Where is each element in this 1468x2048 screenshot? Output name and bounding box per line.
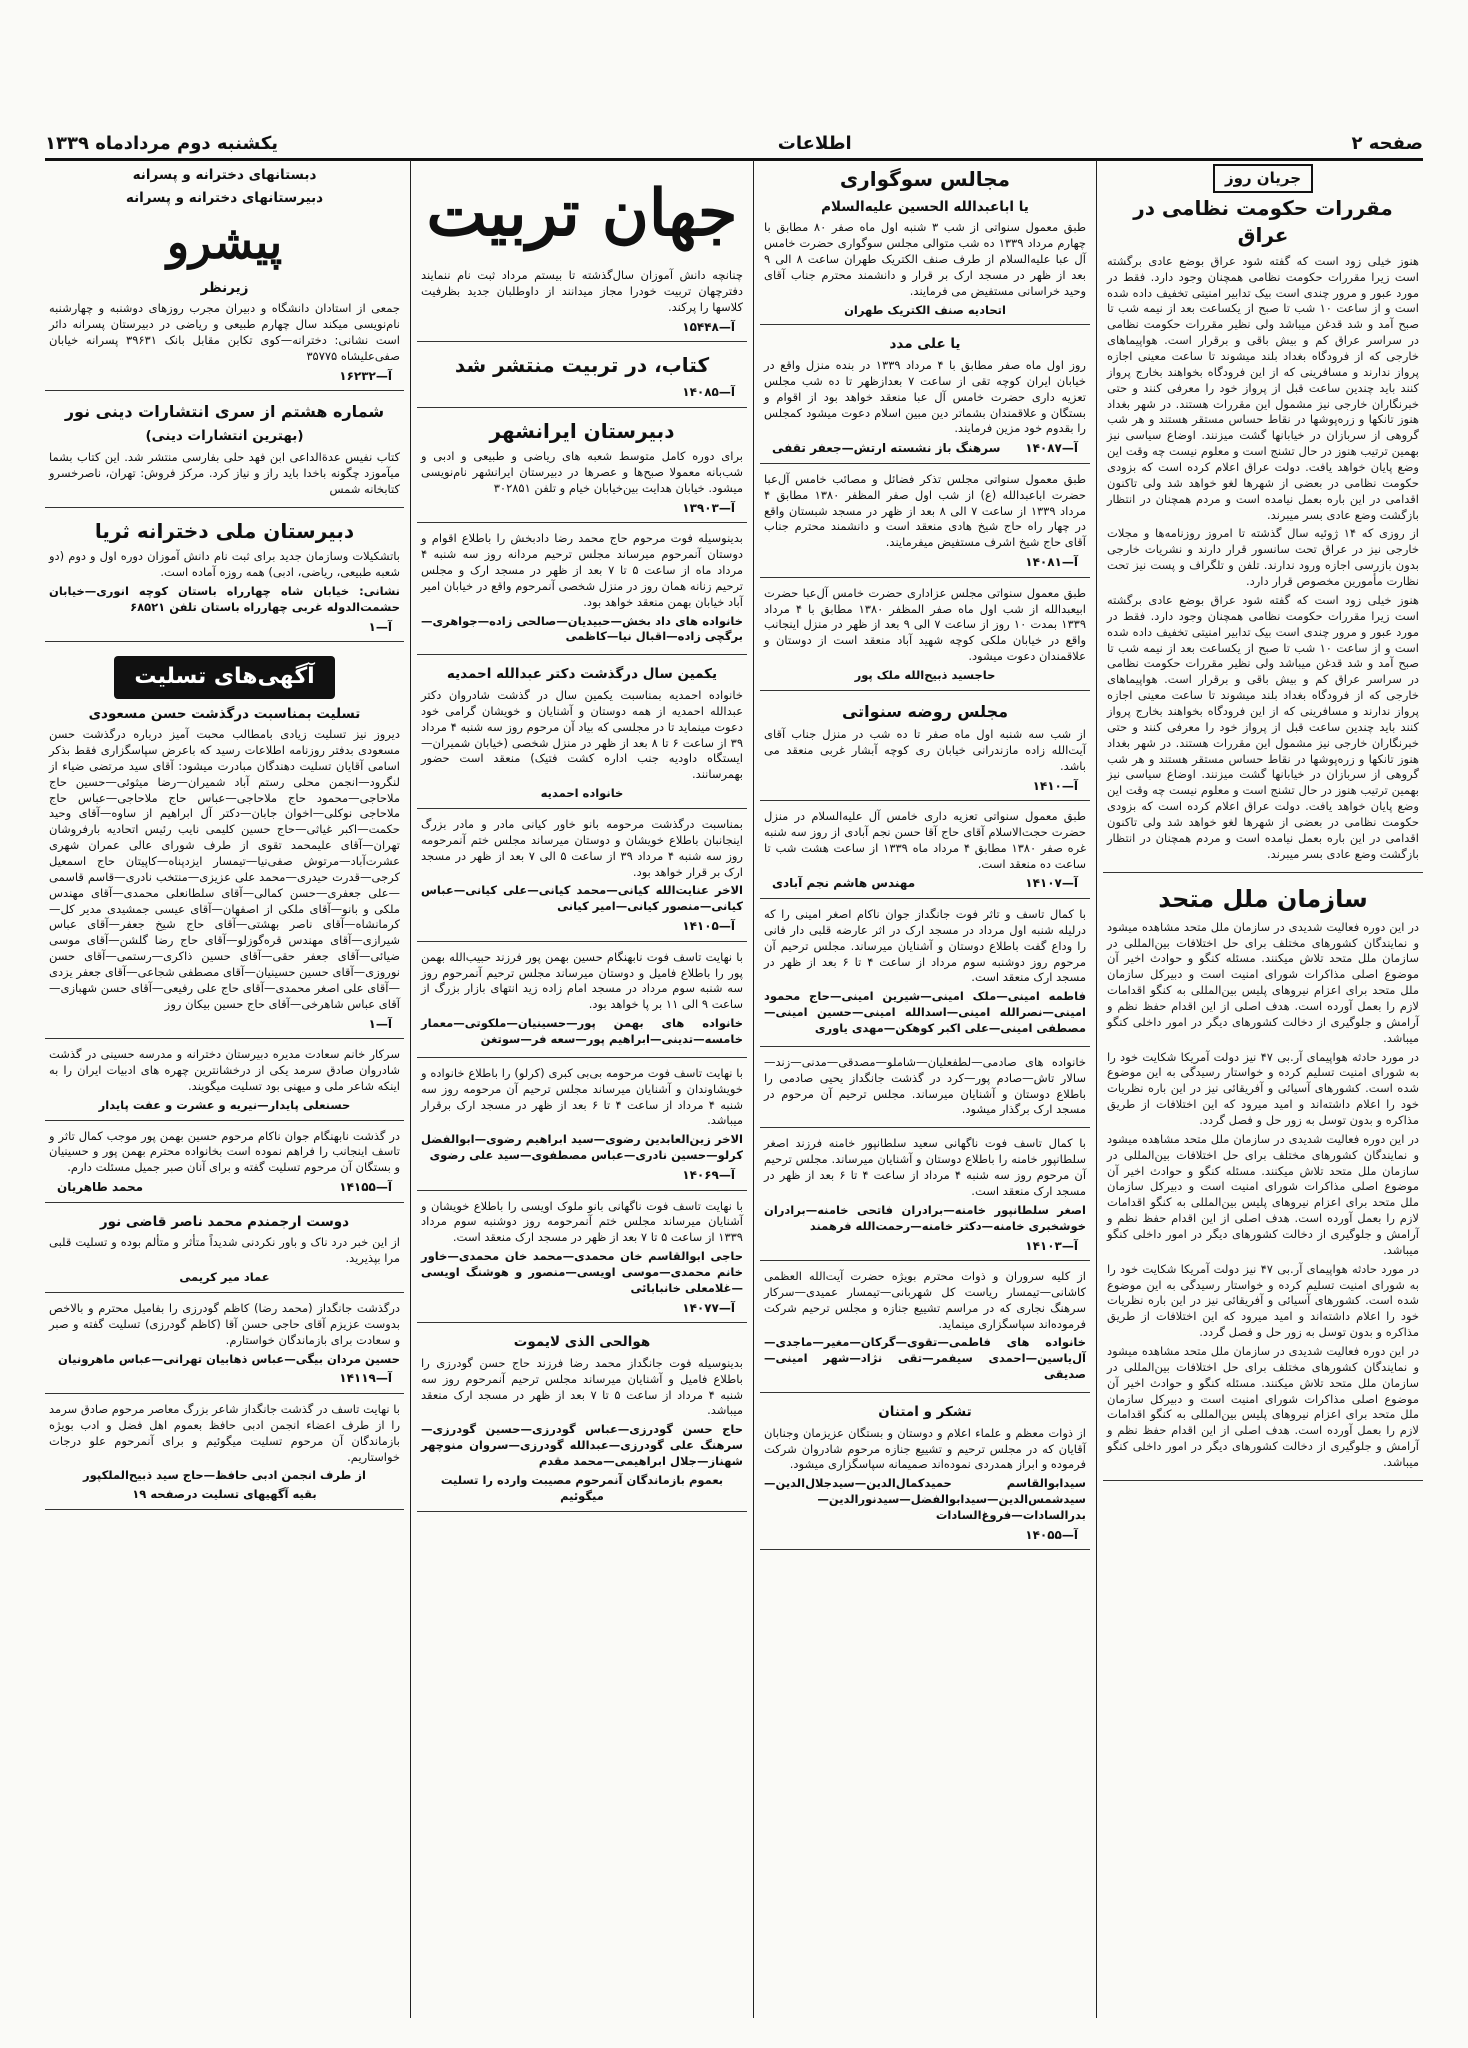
- article-title: سازمان ملل متحد: [1158, 884, 1368, 913]
- ad-code: آ—۱۴۰۶۹: [682, 1167, 735, 1182]
- article-body: از روزی که ۱۴ ژوئیه سال گذشته تا امروز روزنامه‌ها و مجلات خارجی نیز در عراق تحت سانسور قرار دارند و نشریات خارجی بدون بازرسی اجازه ورود ندارند. تلفن و تلگراف و پست نیز تحت نظارت مأمورین مخصوص قرار دارد.: [1107, 526, 1419, 589]
- ad-code: آ—۱: [368, 619, 392, 634]
- notice-bahmanpour: [417, 946, 747, 1058]
- notice-body: با نهایت تاسف فوت مرحومه بی‌بی کبری (کرلو) را باطلاع خانواده و خویشاوندان و آشنایان میرساند مجلس ترحیم آن مرحومه روز سه شنبه ۴ مرداد از ساعت ۴ تا ۶ بعد از ظهر در مسجد ارک برقرار میباشد.: [421, 1065, 743, 1128]
- notice-signature: از طرف انجمن ادبی حافظ—حاج سید ذبیح‌الملکپور: [83, 1468, 366, 1483]
- ad-title: دبیرستان ملی دخترانه ثریا: [94, 518, 355, 543]
- ad-body: برای دوره کامل متوسط شعبه های ریاضی و طبیعی و ادبی و شب‌بانه معمولا صبح‌ها و عصرها در دبیرستان ایرانشهر نام‌نویسی میشود. خیابان هدایت بین‌خیابان خیام و تلفن ۳۰۲۸۵۱: [421, 449, 743, 495]
- column-ads: [45, 160, 404, 2018]
- ad-code: آ—۱: [368, 1016, 392, 1031]
- notice-body: از کلیه سروران و ذوات محترم بویژه حضرت آیت‌الله العظمی کاشانی—تیمسار ریاست کل شهربانی—تیمسار عمیدی—سرکار سرهنگ نجاری که در مراسم تشییع جنازه و مجلس ترحیم شرکت فرموده‌اند سپاسگزاری مینماید.: [764, 1269, 1086, 1331]
- notice-title: هوالحی الذی لایموت: [513, 1334, 651, 1351]
- notice-title: یکمین سال درگذشت دکتر عبدالله احمدیه: [446, 666, 718, 683]
- ad-body: باتشکیلات وسازمان جدید برای ثبت نام دانش آموزان دوره اول و دوم (دو شعبه طبیعی، ریاضی، ادبی) همه روزه آماده است.: [49, 549, 400, 580]
- notice-body: بدینوسیله فوت جانگداز محمد رضا فرزند حاج حسن گودرزی را باطلاع فامیل و آشنایان میرساند مجلس ترحیم آنمرحوم روز سه شنبه ۴ مرداد از ساعت ۵ تا ۷ بعد از ظهر در مسجد ارک منعقد میباشد.: [421, 1355, 744, 1418]
- notice-family: خانواده های فاطمی—تقوی—گرکان—مغیر—ماجدی—آل‌یاسین—احمدی سیفمر—تقی نژاد—شهر امینی—صدیقی: [764, 1335, 1086, 1382]
- notice-body: در گذشت نابهنگام جوان ناکام مرحوم حسین بهمن پور موجب کمال تاثر و تاسف اینجانب را فراهم نموده است بخانواده محترم بهمن پور و حسینیان و بستگان آن مرحوم تسلیت گفته و برای آنان صبر جمیل مسئلت دارم.: [49, 1128, 400, 1175]
- column-education: [417, 160, 747, 2018]
- ad-code: آ—۱۳۹۰۳: [682, 500, 735, 515]
- condolence-goudarzi: [45, 1297, 404, 1394]
- notice-mourning-1: [760, 160, 1090, 325]
- notice-body: با نهایت تاسف در گذشت جانگداز شاعر بزرگ معاصر مرحوم صادق سرمد را از طرف اعضاء انجمن ادبی حافظ بعموم اهل فضل و ادب بویژه بازماندگان آن مرحوم تسلیت میگوئیم و برای آنمرحوم علو درجات خواستاریم.: [49, 1401, 400, 1464]
- notice-karlu: [417, 1062, 747, 1191]
- ad-heading: دبیرستانهای دخترانه و پسرانه: [125, 189, 324, 206]
- notice-goudarzi: [417, 1327, 747, 1511]
- notice-title: دوست ارجمندم محمد ناصر قاضی نور: [99, 1213, 350, 1230]
- notice-rowzeh: [760, 695, 1090, 801]
- condolence-sarmad: [45, 1043, 404, 1120]
- notice-signature: سرهنگ باز نشسته ارتش—جعفر تقفی: [772, 441, 1001, 456]
- notice-body: با کمال تاسف فوت ناگهانی سعید سلطانپور خامنه فرزند اصغر سلطانپور خامنه را باطلاع دوستان و آشنایان میرساند. مجلس ترحیم آن مرحوم روز سه شنبه ۴ مرداد از ساعت ۴ تا ۶ بعد از ظهر در مسجد ارک منعقد است.: [764, 1136, 1087, 1198]
- masthead: [45, 118, 1423, 161]
- notice-signature: مهندس هاشم نجم آبادی: [772, 876, 916, 891]
- notice-body: روز اول ماه صفر مطابق با ۴ مرداد ۱۳۳۹ در بنده منزل واقع در خیابان ایران کوچه تقی از ساعت ۷ بعدازظهر تا ده شب مجلس تعزیه داری حضرت خامس آل عبا منعقد خواهد بود از اقوام و بستگان و علاقمندان بشماتر دین مبین اسلام دعوت میشود کمجلس را بقدوم خود مزین فرمایند.: [764, 358, 1086, 436]
- ad-subtitle: زیرنظر: [200, 279, 249, 296]
- notice-thanks-1: [760, 1265, 1090, 1393]
- notice-najmabadi: [760, 805, 1090, 899]
- notice-family: فاطمه امینی—ملک امینی—شیرین امینی—حاج محمود امینی—نصرالله امینی—اسدالله امینی—حسین امینی—مصطفی امینی—علی اکبر کوهکن—مهدی یاوری: [764, 989, 1086, 1036]
- ad-iranshahr: [417, 412, 747, 524]
- notice-family: حسین مردان بیگی—عباس ذهابیان تهرانی—عباس ماهرونیان: [58, 1351, 400, 1366]
- notice-family: اصغر سلطانپور خامنه—برادران فاتحی خامنه—برادران خوشخبری خامنه—دکتر خامنه—رحمت‌الله فرهمند: [764, 1202, 1086, 1233]
- notice-signature: خانواده احمدیه: [540, 786, 624, 801]
- notice-amini: [760, 903, 1090, 1047]
- notice-family: خانواده های داد بخش—حبیدیان—صالحی زاده—جواهری—برگچی زاده—اقبال نیا—کاظمی: [421, 613, 743, 644]
- notice-family: سیدابوالقاسم حمید‌کمال‌الدین—سیدجلال‌الدین—سیدشمس‌الدین—سید‌ابوالفضل—سیدنورالدین—بدرالسادات—فروغ‌السادات: [764, 1476, 1086, 1522]
- ad-title: دبیرستان ایرانشهر: [489, 418, 675, 443]
- ad-code: آ—۱۴۱۰۳: [1025, 1238, 1078, 1253]
- column-rule: [753, 160, 754, 2018]
- notice-title: تسلیت بمناسبت درگذشت حسن مسعودی: [88, 705, 361, 722]
- notice-family: حاجی ابوالقاسم خان محمدی—محمد خان محمدی—خاور خانم محمدی—موسی اویسی—منصور و هوشنگ اویسی—غلامعلی خانبابائی: [421, 1249, 743, 1295]
- ad-title: شماره هشتم از سری انتشارات دینی نور: [64, 402, 385, 422]
- notice-family: الاخر زین‌العابدین رضوی—سید ابراهیم رضوی—ابوالفضل کرلو—حسین نادری—عباس مصطفوی—سید علی رضوی: [421, 1132, 743, 1163]
- notice-body: با کمال تاسف و تاثر فوت جانگداز جوان ناکام اصغر امینی را که درلیله شنبه اول مرداد در مسجد ارک در اثر عارضه قلبی دار فانی را وداع گفت باطلاع دوستان و آشنایان میرساند. مجلس ترحیم آن مرحوم روز دوشنبه سوم مرداد از ساعت ۴ تا ۶ بعد از ظهر در مسجد ارک منعقد است.: [764, 907, 1086, 985]
- notice-body: طبق معمول سنواتی تعزیه داری خامس آل علیه‌السلام در منزل حضرت حجت‌الاسلام آقای حاج آقا حسن نجم آبادی از روز سه شنبه غره صفر ۱۳۸۰ مطابق ۴ مرداد ماه ۱۳۳۹ از ساعت هشت شب تا ساعت ده منعقد است.: [764, 809, 1087, 871]
- ad-heading: دبستانهای دخترانه و پسرانه: [132, 167, 317, 183]
- notice-signature: عماد میر کریمی: [179, 1270, 270, 1285]
- column-mourning: [760, 160, 1090, 2018]
- ad-code: آ—۱۴۰۵۵: [1025, 1527, 1078, 1542]
- notice-subtitle: یا علی مدد: [889, 336, 961, 353]
- ad-address: نشانی: خیابان شاه چهارراه باستان کوچه انوری—خیابان حشمت‌الدوله غربی چهارراه باستان تلفن ۶۸۵۲۱: [49, 583, 400, 614]
- ad-code: آ—۱۴۰۷۷: [682, 1300, 735, 1315]
- notice-sademi: [760, 1051, 1090, 1128]
- ad-code: آ—۱۴۰۸۷: [1025, 441, 1078, 456]
- issue-date: یکشنبه دوم مردادماه ۱۳۳۹: [45, 133, 279, 154]
- notice-body: طبق معمول سنواتی مجلس عزاداری حضرت خامس آل‌عبا حضرت ابیعبدالله از شب اول ماه صفر المظفر ۱۳۸۰ مطابق با ۴ مرداد ۱۳۳۹ بمدت ۱۰ روز از ساعت ۷ الی ۹ بعد از ظهر در منزل اینجانب واقع در خیابان ملکی کوچه شهید آباد منعقد است از دوستان و علاقمندان دعوت میشود.: [764, 585, 1087, 664]
- notice-soltanpour: [760, 1132, 1090, 1261]
- column-rule: [1096, 160, 1097, 2018]
- section-banner: آگهی‌های تسلیت: [114, 656, 334, 698]
- ad-subtitle: (بهترین انتشارات دینی): [145, 428, 304, 445]
- notice-signature: حاجسید ذبیح‌الله ملک پور: [854, 667, 996, 682]
- article-body: در این دوره فعالیت شدیدی در سازمان ملل متحد مشاهده میشود و نمایندگان کشورهای مختلف برای حل اختلافات بین‌المللی در سازمان ملل متحد تلاش میکنند. مسئله کنگو و حوادث اخیر آن موضوع اصلی مذاکرات شورای امنیت است و دبیرکل سازمان ملل متحد برای اعزام نیروهای پلیس بین‌المللی به کنگو اقدامات لازم را بعمل آورده است. هدف اصلی از این اقدام حفظ نظم و آرامش و جلوگیری از دخالت کشورهای دیگر در امور داخلی کنگو میباشد.: [1107, 919, 1419, 1045]
- notice-mourning-2: [760, 329, 1090, 463]
- notice-signature: حسنعلی پایدار—نیریه و عشرت و عفت پایدار: [98, 1097, 351, 1112]
- notice-body: با نهایت تاسف فوت ناگهانی بانو ملوک اویسی را باطلاع خویشان و آشنایان میرساند مجلس ختم آنمرحومه روز دوشنبه سوم مرداد ۱۳۳۹ از ساعت ۵ تا ۷ بعد از ظهر در مسجد ارک منعقد است.: [421, 1198, 743, 1245]
- section-title: مجالس سوگواری: [839, 167, 1011, 191]
- notice-body: سرکار خانم سعادت مدیره دبیرستان دخترانه و مدرسه حسینی در گذشت شادروان صادق سرمد یکی از درخشانترین چهره های ادبیات ایران ‌را به اینکه شاعر ملی و میهنی بود تسلیت میگویند.: [49, 1047, 400, 1093]
- notice-body: بمناسبت درگذشت مرحومه بانو خاور کیانی مادر و مادر بزرگ اینجانبان باطلاع خویشان و دوستان میرساند مجلس ختم آنمرحومه روز سه شنبه ۴ مرداد ۳۹ از ساعت ۵ الی ۷ بعد از ظهر در مسجد ارک بر قرار خواهد بود.: [421, 816, 743, 879]
- newspaper-name: اطلاعات: [777, 133, 852, 154]
- ad-code: آ—۱۴۱۰: [1032, 778, 1078, 793]
- article-body: در مورد حادثه هواپیمای آر.بی ۴۷ نیز دولت آمریکا شکایت خود را به شورای امنیت تسلیم کرده و خواستار رسیدگی به این موضوع شده است. کشورهای آسیائی و آفریقائی نیز در این باره نظریات خود را اعلام داشته‌اند و امید میرود که این اختلافات از طریق مذاکره و بدون توسل به زور حل و فصل گردد.: [1107, 1049, 1419, 1127]
- ad-code: آ—۱۴۱۰۷: [1025, 876, 1078, 891]
- notice-body: خانواده احمدیه بمناسبت یکمین سال در گذشت شادروان دکتر عبدالله احمدیه از همه دوستان و آشنایان و خویشان گرامی خود دعوت مینماید تا در مجلسی که بیاد آن مرحوم روز سه شنبه ۴ مرداد ۳۹ از ساعت ۶ تا ۸ بعد از ظهر در منزل شخصی (خیابان شمیران—ایستگاه داودیه جنب اداره کشت فتیک) منعقد است حضور بهمرسانند.: [421, 687, 743, 782]
- notice-title: مجلس روضه سنواتی: [841, 701, 1009, 721]
- article-body: در این دوره فعالیت شدیدی در سازمان ملل متحد مشاهده میشود و نمایندگان کشورهای مختلف برای حل اختلافات بین‌المللی در سازمان ملل متحد تلاش میکنند. مسئله کنگو و حوادث اخیر آن موضوع اصلی مذاکرات شورای امنیت است و دبیرکل سازمان ملل متحد برای اعزام نیروهای پلیس بین‌المللی به کنگو اقدامات لازم را بعمل آورده است. هدف اصلی از این اقدام حفظ نظم و آرامش و جلوگیری از دخالت کشورهای دیگر در امور داخلی کنگو میباشد.: [1107, 1343, 1419, 1469]
- notice-body: از ذوات معظم و علماء اعلام و دوستان و بستگان عزیزمان وجنابان آقایان که در مجلس ترحیم و تشییع جنازه مرحوم شادروان شرکت فرموده و ابراز همدردی نموده‌اند صمیمانه سپاسگزاری میشود.: [764, 1425, 1086, 1472]
- section-tag: جریان روز: [1213, 164, 1313, 193]
- notice-body: درگذشت جانگداز (محمد رضا) کاظم گودرزی را بفامیل محترم و بالاخص بدوست عزیزم آقای حاجی حسن آقا (کاظم گودرزی) تسلیت گفته و صبر و سعادت برای بازماندگان خواستارم.: [49, 1300, 400, 1347]
- notice-oveisi: [417, 1195, 747, 1324]
- notice-body: خانواده های صادمی—لطفعلیان—شاملو—مصدقی—مدنی—زند—سالار تاش—صادم پور—کرد در گذشت جانگداز یحیی صادمی را باطلاع دوستان و آشنایان میرساند. مجلس ترحیم آن مرحوم در مسجد ارک برگذار میشود.: [764, 1054, 1086, 1117]
- ad-body: کتاب نفیس عدةالداعی ابن فهد حلی بفارسی منتشر شد. این کتاب بشما میآموزد چگونه باخدا باید راز و نیاز کرد. مرکز فروش: تهران، ناصرخسرو کتابخانه شمس: [49, 450, 400, 496]
- article-body: در مورد حادثه هواپیمای آر.بی ۴۷ نیز دولت آمریکا شکایت خود را به شورای امنیت تسلیم کرده و خواستار رسیدگی به این موضوع شده است. کشورهای آسیائی و آفریقائی نیز در این باره نظریات خود را اعلام داشته‌اند و امید میرود که این اختلافات از طریق مذاکره و بدون توسل به زور حل و فصل گردد.: [1107, 1261, 1419, 1340]
- ad-pishro: [45, 160, 404, 391]
- condolence-hafez: [45, 1398, 404, 1510]
- notice-body: بدینوسیله فوت مرحوم حاج محمد رضا دادبخش را باطلاع اقوام و دوستان آنمرحوم میرساند مجلس ترحیم مردانه روز سه شنبه ۴ مرداد ماه از ساعت ۵ تا ۷ بعد از ظهر در مسجد ارک و مجلس ترحیم زنانه همان روز در منزل شخصی آنمرحوم واقع در خیابان امیر آباد خیابان بهمن منعقد خواهد بود.: [421, 531, 744, 609]
- notice-body: طبق معمول سنواتی از شب ۳ شنبه اول ماه صفر ۸۰ مطابق با چهارم مرداد ۱۳۳۹ ده شب متوالی مجلس سوگواری حضرت خامس آل عبا علیه‌السلام از طرف صنف الکتریک طهران ساعت ۸ الی ۹ بعد از ظهر در مسجد ارک بر قرار و دانشمند محترم جناب آقای وحید خراسانی مستفیض می فرمایند.: [764, 220, 1087, 298]
- ad-code: آ—۱۶۲۳۲: [339, 368, 392, 383]
- article-title: مقررات حکومت نظامی در عراق: [1133, 195, 1393, 248]
- article-un: [1103, 877, 1423, 1481]
- column-rule: [410, 160, 411, 2018]
- article-body: هنوز خیلی زود است که گفته شود عراق بوضع عادی برگشته است زیرا مقررات حکومت نظامی همچنان وجود دارد. فقط در مورد عبور و مرور چندی است بیک تدابیر امنیتی تخفیف داده شده است و از ساعت ۱۰ شب تا صبح از یکساعت بعد از نیمه شب تا صبح آمد و شد قدغن میباشد ولی نظیر مقررات حکومت نظامی در سراسر عراق کم و بیش باقی و برقرار است. هواپیماهای خارجی که از فرودگاه بغداد بلند میشوند تا ساعت معینی اجازه پرواز ندارند و مسافرینی که از این فرودگاه بخواهند بخارج پرواز کنند باید چندین ساعت قبل از پرواز خود را معرفی کنند و حتی خبرنگاران خارجی نیز مشمول این مقررات هستند. در شهر بغداد هنوز تانکها و زره‌پوشها در نقاط حساس مستقر هستند و هر شب گروهی از سربازان در خیابانها گشت میزنند. اوضاع سیاسی نیز بهمین ترتیب هنوز در حال تشنج است و معلوم نیست چه وقت این وضع پایان خواهد یافت. دولت عراق اعلام کرده است که بزودی حکومت نظامی در بعضی از شهرها لغو خواهد شد ولی تاکنون اقدامی در این باره بعمل نیامده است و مردم همچنان در انتظار بازگشت وضع عادی بسر میبرند.: [1107, 592, 1419, 861]
- notice-ahmadieh: [417, 659, 747, 809]
- column-news: [1103, 160, 1423, 2018]
- notice-thanks-2: [760, 1397, 1090, 1550]
- ad-jahan-tarbiat: [417, 160, 747, 342]
- notice-family: الاخر عنایت‌الله کیانی—محمد کیانی—علی کیانی—عباس کیانی—منصور کیانی—امیر کیانی: [421, 883, 743, 914]
- ad-title: جهان تربیت: [426, 176, 738, 251]
- ad-soraya: [45, 512, 404, 643]
- ad-body: چنانچه دانش آموزان سال‌گذشته تا بیستم مرداد ثبت نام ننمایند دفترچهان تربیت خودرا مجاز میدانند از داوطلبان جدید بظرفیت کلاسها را پرکند.: [421, 268, 743, 315]
- ad-code: آ—۱۴۱۵۵: [339, 1180, 392, 1195]
- article-body: هنوز خیلی زود است که گفته شود عراق بوضع عادی برگشته است زیرا مقررات حکومت نظامی همچنان وجود دارد. فقط در مورد عبور و مرور چندی است بیک تدابیر امنیتی تخفیف داده شده است و از ساعت ۱۰ شب تا صبح از یکساعت بعد از نیمه شب تا صبح آمد و شد قدغن میباشد ولی نظیر مقررات حکومت نظامی در سراسر عراق کم و بیش باقی و برقرار است. هواپیماهای خارجی که از فرودگاه بغداد بلند میشوند تا ساعت معینی اجازه پرواز ندارند و مسافرینی که از این فرودگاه بخواهند بخارج پرواز کنند باید چندین ساعت قبل از پرواز خود را معرفی کنند و حتی خبرنگاران خارجی نیز مشمول این مقررات هستند. در شهر بغداد هنوز تانکها و زره‌پوشها در نقاط حساس مستقر هستند و هر شب گروهی از سربازان در خیابانها گشت میزنند. اوضاع سیاسی نیز بهمین ترتیب هنوز در حال تشنج است و معلوم نیست چه وقت این وضع پایان خواهد یافت. دولت عراق اعلام کرده است که بزودی حکومت نظامی در بعضی از شهرها لغو خواهد شد ولی تاکنون اقدامی در این باره بعمل نیامده است و مردم همچنان در انتظار بازگشت وضع عادی بسر میبرند.: [1107, 253, 1419, 522]
- notice-body: از شب سه شنبه اول ماه صفر تا ده شب در منزل جناب آقای آیت‌الله زاده مازندرانی خیابان ری کوچه آبشار غربی منعقد می باشد.: [764, 726, 1086, 773]
- condolence-ghazi: [45, 1207, 404, 1293]
- condolence-section: [45, 646, 404, 1039]
- ad-code: آ—۱۴۰۸۱: [1025, 555, 1078, 570]
- ad-title: پیشرو: [166, 215, 283, 270]
- ad-nour: [45, 395, 404, 507]
- notice-signature: محمد طاهریان: [57, 1180, 144, 1195]
- page-number: صفحه ۲: [1351, 133, 1423, 154]
- notice-title: تشکر و امتنان: [878, 1404, 972, 1421]
- notice-body: از این خبر درد ناک و باور نکردنی شدیداً متأثر و متألم بوده و تسلیت قلبی مرا بپذیرید.: [49, 1235, 400, 1266]
- ad-body: جمعی از استادان دانشگاه و دبیران مجرب روزهای دوشنبه و چهارشنبه نام‌نویسی میکند سال چهارم طبیعی و ریاضی در دبیرستان پسرانه دائر است نشانی: دخترانه—کوی تکابن مقابل بانک ۳۹۶۳۱ پسرانه خیابان صفی‌علیشاه ۳۵۷۷۵: [49, 301, 400, 363]
- notice-body: دیروز نیز تسلیت زیادی بامطالب محبت آمیز درباره درگذشت حسن مسعودی بدفتر روزنامه اطلاعات رسید که باعرض سپاسگزاری فقط بذکر اسامی آقایان تسلیت دهندگان مبادرت میشود: آقای سید مرتضی ضیاء از لنگرود—انجمن محلی رستم آباد شمیران—رضا میثوئی—حسین حاج ملاحاجی—محمود حاج ملاحاجی—عباس حاج ملاحاجی—عباس حاج ملاحاجی نوکلی—اخوان جابان—دکتر آل ابراهیم از ساوه—آقای وحید حکمت—اکبر غیاثی—حاج حسین کلیمی نایب رئیس اتحادیه بارفروشان تهران—آقای علیمحمد تقوی از طرف شورای عالی عمران شهری عشرت‌آباد—مرتوش صفی‌نیا—تیمسار ایزدپناه—کاپیتان حاج اسمعیل کرجی—قدرت حیدری—محمد علی عزیزی—منتخب نادری—قاسم قاسمی—علی جعفری—حسن کمالی—آقای سلطانعلی محمدی—آقای مهندس ملکی و بانو—آقای ملکی از اصفهان—آقای عیسی جمشیدی مدیر کل—کرمانشاه—آقای ناصر بهشتی—آقای حاج شیخ جعفر—آقای عباس شیرازی—آقای مهندس قره‌گوزلو—آقای حاج رضا گلشن—آقای موسی ضیائی—آقای جعفر حقی—آقای حسین ذاکری—رستمی—آقای حسن نوروزی—آقای حسین حسینیان—آقای مصطفی شجاعی—آقای جعفر یزدی—آقای علی اصغر محمدی—آقای حاج علی رفیعی—آقای حسن شهبازی—آقای عباس شاهرخی—آقای حاج حسین بیکان روز: [49, 727, 400, 1011]
- ad-title: کتاب، در تربیت منتشر شد: [454, 353, 710, 378]
- notice-family: خانواده های بهمن پور—حسینیان—ملکوتی—معمار خامسه—تدینی—ابراهیم پور—سعه فر—سوتغن: [421, 1016, 743, 1046]
- notice-signature: اتحادیه صنف الکتریک طهران: [844, 302, 1006, 317]
- notice-subtitle: یا اباعبدالله الحسین علیه‌السلام: [821, 198, 1029, 215]
- notice-signature: بعموم بازماندگان آنمرحوم مصیبت وارده را تسلیت میگوئیم: [440, 1472, 724, 1503]
- condolence-bahmanpour: [45, 1125, 404, 1203]
- notice-body: طبق معمول سنواتی مجلس تذکر فضائل و مصائب خامس آل‌عبا حضرت اباعبدالله (ع) از شب اول صفر المظفر ۱۳۸۰ مطابق ۴ مرداد ۱۳۳۹ از ساعت ۷ الی ۸ بعد از ظهر در مسجد شبستان واقع در چهار راه حاج شیخ هادی منعقد است و دانشمند محترم جناب آقای حاج شیخ اشرف مستفیض میفرمایند.: [764, 471, 1086, 550]
- notice-family: حاج حسن گودرزی—عباس گودرزی—حسین گودرزی—سرهنگ علی گودرزی—عبدالله گودرزی—سروان منوچهر شهناز—جلال ابراهیمی—محمد مقدم: [421, 1422, 743, 1468]
- ad-code: آ—۱۴۱۰۵: [682, 919, 735, 934]
- article-iraq: [1103, 160, 1423, 873]
- notice-dadbakhsh: [417, 527, 747, 655]
- notice-mourning-4: [760, 582, 1090, 691]
- notice-mourning-3: [760, 468, 1090, 578]
- ad-code: آ—۱۵۴۴۸: [682, 319, 735, 334]
- ad-book: [417, 346, 747, 407]
- notice-kiani: [417, 813, 747, 942]
- notice-body: با نهایت تاسف فوت نابهنگام حسین بهمن پور فرزند حبیب‌الله بهمن پور را باطلاع فامیل و دوستان میرساند مجلس ترحیم آنمرحوم روز سه شنبه سوم مرداد در مسجد امام زاده زید انتهای بازار بزرگ از ساعت ۹ الی ۱۱ بر پا خواهد بود.: [421, 949, 743, 1012]
- article-body: در این دوره فعالیت شدیدی در سازمان ملل متحد مشاهده میشود و نمایندگان کشورهای مختلف برای حل اختلافات بین‌المللی در سازمان ملل متحد تلاش میکنند. مسئله کنگو و حوادث اخیر آن موضوع اصلی مذاکرات شورای امنیت است و دبیرکل سازمان ملل متحد برای اعزام نیروهای پلیس بین‌المللی به کنگو اقدامات لازم را بعمل آورده است. هدف اصلی از این اقدام حفظ نظم و آرامش و جلوگیری از دخالت کشورهای دیگر در امور داخلی کنگو میباشد.: [1107, 1131, 1419, 1257]
- ad-code: آ—۱۴۱۱۹: [339, 1371, 392, 1386]
- ad-code: آ—۱۴۰۸۵: [682, 385, 735, 400]
- continued-footer: بقیه آگهیهای تسلیت درصفحه ۱۹: [132, 1487, 317, 1502]
